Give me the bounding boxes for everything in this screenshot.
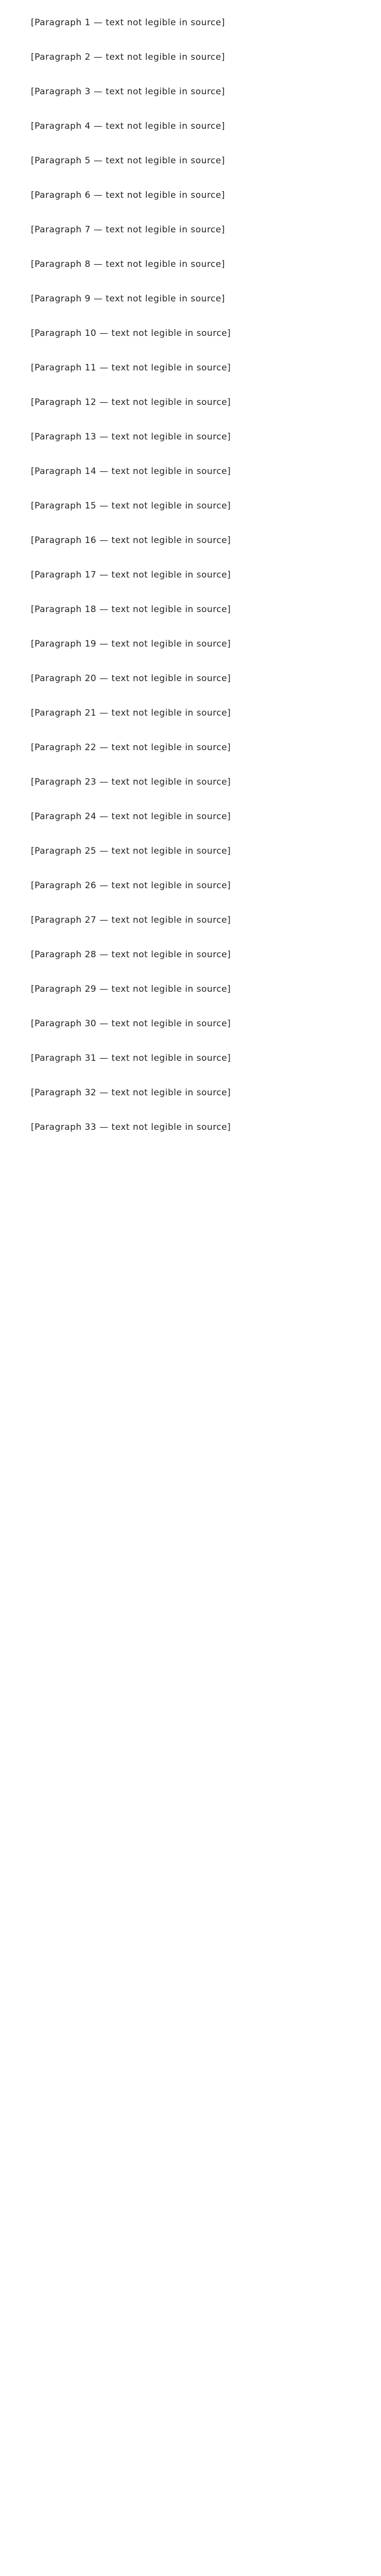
article-paragraph: [Paragraph 24 — text not legible in source] — [31, 811, 231, 822]
article-paragraph: [Paragraph 25 — text not legible in source] — [31, 846, 231, 856]
article-paragraph: [Paragraph 5 — text not legible in source] — [31, 156, 225, 166]
article-paragraph: [Paragraph 30 — text not legible in source] — [31, 1019, 231, 1029]
article-paragraph: [Paragraph 23 — text not legible in source] — [31, 777, 231, 787]
article-paragraph: [Paragraph 3 — text not legible in source] — [31, 87, 225, 97]
article-paragraph: [Paragraph 20 — text not legible in source] — [31, 673, 231, 684]
article-paragraph: [Paragraph 11 — text not legible in source] — [31, 363, 231, 373]
article-paragraph: [Paragraph 21 — text not legible in source] — [31, 708, 231, 718]
article-paragraph: [Paragraph 16 — text not legible in source] — [31, 535, 231, 546]
article-paragraph: [Paragraph 28 — text not legible in source] — [31, 950, 231, 960]
article-paragraph: [Paragraph 15 — text not legible in source] — [31, 501, 231, 511]
article-paragraph: [Paragraph 1 — text not legible in source] — [31, 18, 225, 28]
article-paragraph: [Paragraph 4 — text not legible in source] — [31, 121, 225, 131]
article-paragraph: [Paragraph 9 — text not legible in source] — [31, 294, 225, 304]
article-body — [13, 14, 368, 1136]
article-paragraph: [Paragraph 32 — text not legible in source] — [31, 1088, 231, 1098]
article-paragraph: [Paragraph 31 — text not legible in source] — [31, 1053, 231, 1063]
article-paragraph: [Paragraph 13 — text not legible in source] — [31, 432, 231, 442]
article-paragraph: [Paragraph 2 — text not legible in source] — [31, 52, 225, 62]
article-paragraph: [Paragraph 27 — text not legible in source] — [31, 915, 231, 925]
article-paragraph: [Paragraph 18 — text not legible in source] — [31, 604, 231, 615]
article-paragraph: [Paragraph 8 — text not legible in source] — [31, 259, 225, 269]
article-paragraph: [Paragraph 33 — text not legible in source] — [31, 1122, 231, 1132]
article-paragraph: [Paragraph 10 — text not legible in source] — [31, 328, 231, 338]
article-paragraph: [Paragraph 6 — text not legible in source] — [31, 190, 225, 200]
article-paragraph: [Paragraph 14 — text not legible in source] — [31, 466, 231, 477]
article-paragraph: [Paragraph 22 — text not legible in source] — [31, 742, 231, 753]
article-paragraph: [Paragraph 17 — text not legible in source] — [31, 570, 231, 580]
article-paragraph: [Paragraph 29 — text not legible in source] — [31, 984, 231, 994]
article-paragraph: [Paragraph 19 — text not legible in source] — [31, 639, 231, 649]
article-paragraph: [Paragraph 26 — text not legible in source] — [31, 880, 231, 891]
article-paragraph: [Paragraph 12 — text not legible in source] — [31, 397, 231, 408]
article-paragraph: [Paragraph 7 — text not legible in source] — [31, 225, 225, 235]
